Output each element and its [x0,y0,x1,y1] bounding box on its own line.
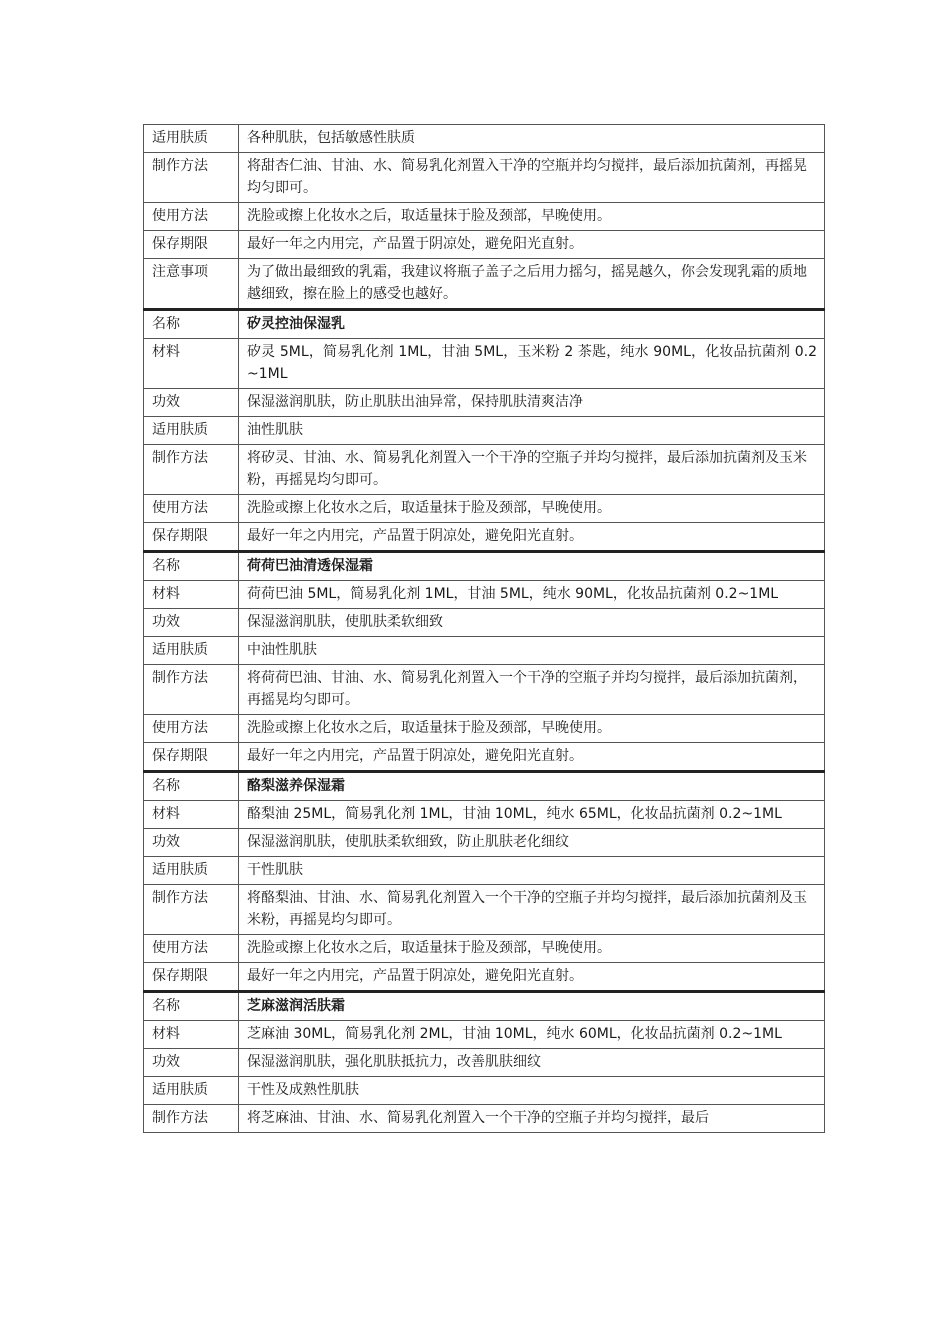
row-label: 保存期限 [144,523,239,552]
row-value: 矽灵 5ML，简易乳化剂 1ML，甘油 5ML，玉米粉 2 茶匙，纯水 90ML，化妆品抗菌剂 0.2~1ML [239,339,825,389]
recipe-title: 矽灵控油保湿乳 [239,310,825,339]
row-label: 名称 [144,772,239,801]
row-label: 名称 [144,310,239,339]
row-label: 使用方法 [144,495,239,523]
row-value: 保湿滋润肌肤，使肌肤柔软细致 [239,609,825,637]
table-row [144,885,825,935]
row-value: 中油性肌肤 [239,637,825,665]
row-label: 适用肤质 [144,1077,239,1105]
row-value: 将酪梨油、甘油、水、简易乳化剂置入一个干净的空瓶子并均匀搅拌，最后添加抗菌剂及玉米粉，再摇晃均匀即可。 [239,885,825,935]
row-label: 使用方法 [144,935,239,963]
recipe-name-row [144,772,825,801]
row-label: 适用肤质 [144,637,239,665]
row-label: 制作方法 [144,1105,239,1133]
table-row [144,445,825,495]
row-value: 油性肌肤 [239,417,825,445]
row-label: 保存期限 [144,963,239,992]
table-row [144,523,825,552]
row-value: 最好一年之内用完，产品置于阴凉处，避免阳光直射。 [239,743,825,772]
row-value: 为了做出最细致的乳霜，我建议将瓶子盖子之后用力摇匀，摇晃越久，你会发现乳霜的质地越细致，擦在脸上的感受也越好。 [239,259,825,310]
row-label: 使用方法 [144,715,239,743]
row-value: 保湿滋润肌肤，使肌肤柔软细致，防止肌肤老化细纹 [239,829,825,857]
table-row [144,665,825,715]
row-label: 名称 [144,552,239,581]
table-row [144,743,825,772]
row-label: 注意事项 [144,259,239,310]
table-row [144,1105,825,1133]
row-value: 将芝麻油、甘油、水、简易乳化剂置入一个干净的空瓶子并均匀搅拌，最后 [239,1105,825,1133]
table-row [144,389,825,417]
recipe-title: 酪梨滋养保湿霜 [239,772,825,801]
table-row [144,857,825,885]
row-value: 干性及成熟性肌肤 [239,1077,825,1105]
row-value: 酪梨油 25ML，简易乳化剂 1ML，甘油 10ML，纯水 65ML，化妆品抗菌剂 0.2~1ML [239,801,825,829]
row-label: 制作方法 [144,665,239,715]
row-label: 功效 [144,609,239,637]
row-label: 材料 [144,801,239,829]
row-value: 将矽灵、甘油、水、简易乳化剂置入一个干净的空瓶子并均匀搅拌，最后添加抗菌剂及玉米粉，再摇晃均匀即可。 [239,445,825,495]
recipe-name-row [144,992,825,1021]
table-row [144,1077,825,1105]
table-row [144,801,825,829]
recipe-table [143,124,825,1133]
table-row [144,203,825,231]
table-row [144,231,825,259]
table-row [144,715,825,743]
row-label: 保存期限 [144,743,239,772]
table-row [144,581,825,609]
table-row [144,963,825,992]
recipe-title: 芝麻滋润活肤霜 [239,992,825,1021]
row-value: 最好一年之内用完，产品置于阴凉处，避免阳光直射。 [239,231,825,259]
row-label: 名称 [144,992,239,1021]
row-label: 功效 [144,829,239,857]
table-row [144,125,825,153]
row-value: 洗脸或擦上化妆水之后，取适量抹于脸及颈部，早晚使用。 [239,935,825,963]
row-label: 功效 [144,389,239,417]
table-row [144,495,825,523]
table-row [144,935,825,963]
table-row [144,339,825,389]
row-value: 干性肌肤 [239,857,825,885]
row-value: 荷荷巴油 5ML，简易乳化剂 1ML，甘油 5ML，纯水 90ML，化妆品抗菌剂 0.2~1ML [239,581,825,609]
table-row [144,1049,825,1077]
row-label: 材料 [144,581,239,609]
table-row [144,1021,825,1049]
row-value: 芝麻油 30ML，简易乳化剂 2ML，甘油 10ML，纯水 60ML，化妆品抗菌剂 0.2~1ML [239,1021,825,1049]
row-label: 适用肤质 [144,857,239,885]
recipe-name-row [144,552,825,581]
row-label: 制作方法 [144,153,239,203]
row-value: 最好一年之内用完，产品置于阴凉处，避免阳光直射。 [239,523,825,552]
table-row [144,259,825,310]
row-value: 洗脸或擦上化妆水之后，取适量抹于脸及颈部，早晚使用。 [239,495,825,523]
table-row [144,829,825,857]
table-row [144,609,825,637]
row-label: 材料 [144,339,239,389]
row-label: 材料 [144,1021,239,1049]
row-label: 制作方法 [144,885,239,935]
row-value: 最好一年之内用完，产品置于阴凉处，避免阳光直射。 [239,963,825,992]
row-label: 保存期限 [144,231,239,259]
row-value: 各种肌肤，包括敏感性肤质 [239,125,825,153]
row-label: 适用肤质 [144,417,239,445]
row-value: 洗脸或擦上化妆水之后，取适量抹于脸及颈部，早晚使用。 [239,203,825,231]
row-value: 洗脸或擦上化妆水之后，取适量抹于脸及颈部，早晚使用。 [239,715,825,743]
recipe-title: 荷荷巴油清透保湿霜 [239,552,825,581]
row-value: 将荷荷巴油、甘油、水、简易乳化剂置入一个干净的空瓶子并均匀搅拌，最后添加抗菌剂，再摇晃均匀即可。 [239,665,825,715]
row-value: 将甜杏仁油、甘油、水、简易乳化剂置入干净的空瓶并均匀搅拌，最后添加抗菌剂，再摇晃均匀即可。 [239,153,825,203]
table-row [144,417,825,445]
row-value: 保湿滋润肌肤，强化肌肤抵抗力，改善肌肤细纹 [239,1049,825,1077]
table-row [144,153,825,203]
row-label: 适用肤质 [144,125,239,153]
row-value: 保湿滋润肌肤，防止肌肤出油异常，保持肌肤清爽洁净 [239,389,825,417]
row-label: 制作方法 [144,445,239,495]
table-row [144,637,825,665]
recipe-name-row [144,310,825,339]
recipe-table-body [144,125,825,1133]
row-label: 使用方法 [144,203,239,231]
row-label: 功效 [144,1049,239,1077]
